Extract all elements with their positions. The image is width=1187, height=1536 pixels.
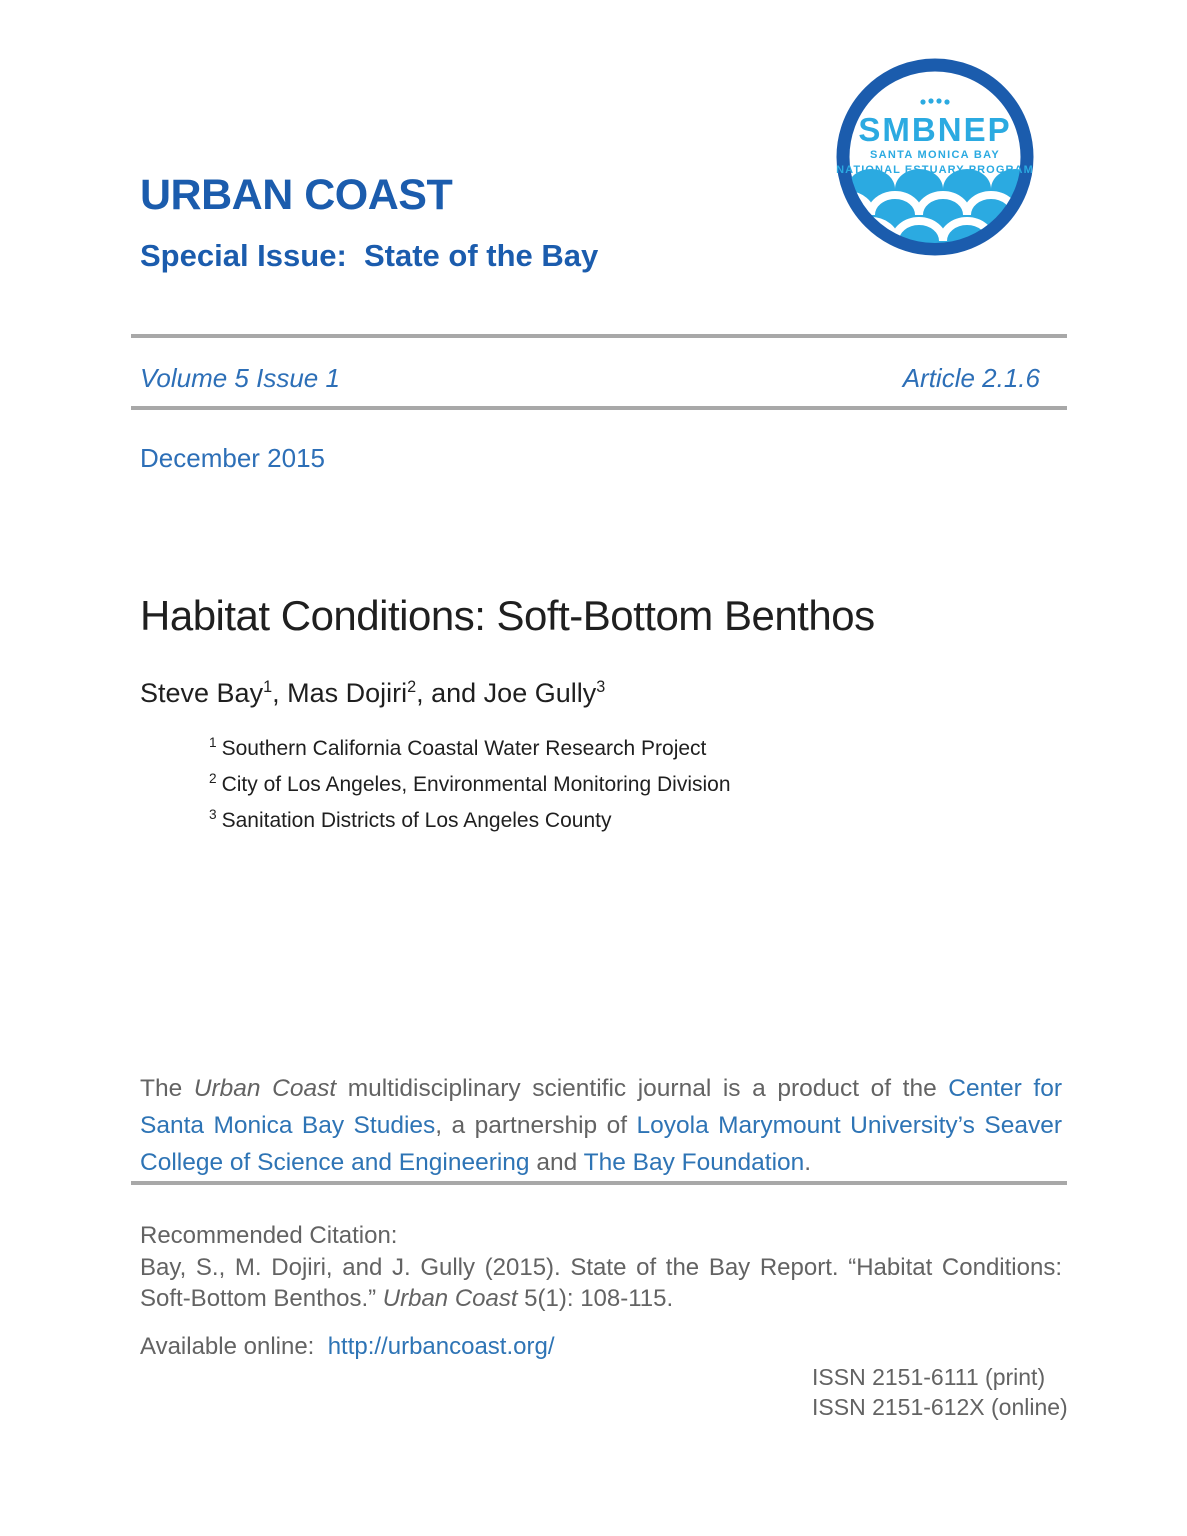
- article-number-label: Article 2.1.6: [902, 363, 1040, 393]
- issue-bar: [140, 363, 1040, 394]
- smbnep-logo-graphic: [835, 57, 1035, 257]
- link[interactable]: Loyola Marymount University’s Seaver College of Science and Engineering: [140, 1112, 1062, 1176]
- divider-top: [131, 334, 1067, 338]
- affiliation-text: Sanitation Districts of Los Angeles County: [221, 809, 612, 832]
- affiliation-text: Southern California Coastal Water Research Project: [221, 737, 707, 760]
- superscript: 3: [596, 678, 606, 696]
- text-segment: , and Joe Gully: [416, 678, 597, 708]
- journal-subtitle: Special Issue: State of the Bay: [140, 238, 599, 273]
- affiliation-item: [209, 728, 731, 764]
- superscript: 2: [407, 678, 417, 696]
- issn-print: ISSN 2151-6111 (print): [812, 1364, 1046, 1390]
- publication-date: December 2015: [140, 443, 325, 473]
- text-segment: The: [140, 1075, 194, 1102]
- affiliation-item: [209, 800, 731, 836]
- affiliations-list: [209, 728, 731, 836]
- text-segment: 5(1): 108-115.: [517, 1285, 674, 1312]
- text-segment: multidisciplinary scientific journal is a product of the: [336, 1075, 949, 1102]
- available-online-label: Available online:: [140, 1333, 328, 1360]
- urbancoast-link[interactable]: http://urbancoast.org/: [327, 1333, 555, 1360]
- logo-org-line1: SANTA MONICA BAY: [870, 149, 1000, 161]
- logo-org-line2: NATIONAL ESTUARY PROGRAM: [836, 164, 1034, 176]
- link[interactable]: The Bay Foundation: [583, 1149, 805, 1176]
- affiliation-superscript: 3: [209, 807, 217, 822]
- available-online-line: [140, 1333, 555, 1361]
- citation-label: Recommended Citation:: [140, 1222, 398, 1249]
- affiliation-item: [209, 764, 731, 800]
- affiliation-text: City of Los Angeles, Environmental Monitoring Division: [221, 773, 731, 796]
- text-segment: , Mas Dojiri: [272, 678, 408, 708]
- affiliation-superscript: 1: [209, 735, 217, 750]
- authors-line: [140, 678, 605, 709]
- divider-mid: [131, 406, 1067, 410]
- volume-issue-label: Volume 5 Issue 1: [140, 363, 340, 393]
- text-segment: and: [529, 1149, 584, 1176]
- recommended-citation: [140, 1220, 1062, 1315]
- divider-bottom: [131, 1181, 1067, 1185]
- journal-title: URBAN COAST: [140, 171, 453, 219]
- text-segment: Steve Bay: [140, 678, 264, 708]
- text-segment: Urban Coast: [193, 1075, 337, 1102]
- issn-online: ISSN 2151-612X (online): [812, 1394, 1068, 1420]
- citation-text: [140, 1252, 1062, 1315]
- text-segment: .: [804, 1149, 812, 1176]
- text-segment: Bay, S., M. Dojiri, and J. Gully (2015). State of the Bay Report. “Habitat Conditions: Soft-Bottom Benthos.”: [140, 1253, 1062, 1312]
- text-segment: , a partnership of: [435, 1112, 637, 1139]
- journal-description: [140, 1070, 1062, 1181]
- link[interactable]: Center for Santa Monica Bay Studies: [140, 1075, 1062, 1139]
- text-segment: Urban Coast: [382, 1285, 518, 1312]
- smbnep-logo: [835, 57, 1035, 257]
- issn-block: [812, 1362, 1068, 1422]
- affiliation-superscript: 2: [209, 771, 217, 786]
- logo-acronym: SMBNEP: [858, 111, 1012, 148]
- article-title: Habitat Conditions: Soft-Bottom Benthos: [140, 592, 875, 639]
- superscript: 1: [263, 678, 273, 696]
